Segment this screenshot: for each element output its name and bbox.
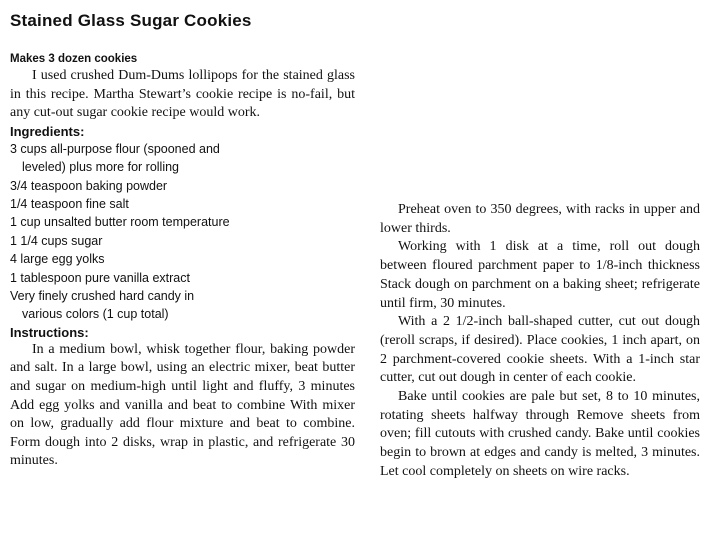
ingredients-list (10, 140, 355, 324)
ingredient-item: 4 large egg yolks (10, 252, 105, 267)
recipe-yield: Makes 3 dozen cookies (10, 53, 138, 65)
right-column (380, 201, 700, 482)
instruction-step: Working with 1 disk at a time, roll out dough between floured parchment paper to 1/8-inch thickness Stack dough on parchment on a baking sheet; refrigerate until firm, 30 minutes. (380, 239, 700, 311)
ingredient-item: Very finely crushed hard candy in (10, 289, 195, 304)
ingredient-item: leveled) plus more for rolling (22, 160, 180, 175)
instruction-step: Preheat oven to 350 degrees, with racks in upper and lower thirds. (380, 202, 700, 236)
recipe-title: Stained Glass Sugar Cookies (10, 11, 252, 30)
instruction-step: Bake until cookies are pale but set, 8 to 10 minutes, rotating sheets halfway through Remove sheets from oven; fill cutouts with crushed candy. Bake until cookies begin to brown at edges and candy is melted, 3 minutes. Let cool completely on sheets on wire racks. (380, 389, 700, 479)
ingredient-item: 3 cups all-purpose flour (spooned and (10, 141, 220, 156)
ingredient-item: various colors (1 cup total) (22, 307, 169, 322)
ingredient-item: 1/4 teaspoon fine salt (10, 197, 129, 211)
instruction-step: In a medium bowl, whisk together flour, baking powder and salt. In a large bowl, using an electric mixer, beat butter and sugar on medium-high until light and fluffy, 3 minutes Add egg yolks and vanilla and beat to combine With mixer on low, gradually add flour mixture and beat to combine. Form dough into 2 disks, wrap in plastic, and refrigerate 30 minutes. (10, 341, 355, 469)
instruction-step: With a 2 1/2-inch ball-shaped cutter, cut out dough (reroll scraps, if desired). Place cookies, 1 inch apart, on 2 parchment-covered cookie sheets. With a 1-inch star cutter, cut out dough in center of each cookie. (380, 314, 700, 386)
ingredient-item: 1 cup unsalted butter room temperature (10, 215, 230, 230)
recipe-intro: I used crushed Dum-Dums lollipops for the stained glass in this recipe. Martha Stewart’s cookie recipe is no-fail, but any cut-out sugar cookie recipe would work. (10, 68, 355, 121)
left-column (10, 52, 355, 471)
ingredients-heading: Ingredients: (10, 123, 85, 139)
ingredient-item: 1 tablespoon pure vanilla extract (10, 270, 190, 285)
ingredient-item: 3/4 teaspoon baking powder (10, 178, 168, 193)
instructions-heading: Instructions: (10, 324, 89, 340)
ingredient-item: 1 1/4 cups sugar (10, 233, 103, 248)
